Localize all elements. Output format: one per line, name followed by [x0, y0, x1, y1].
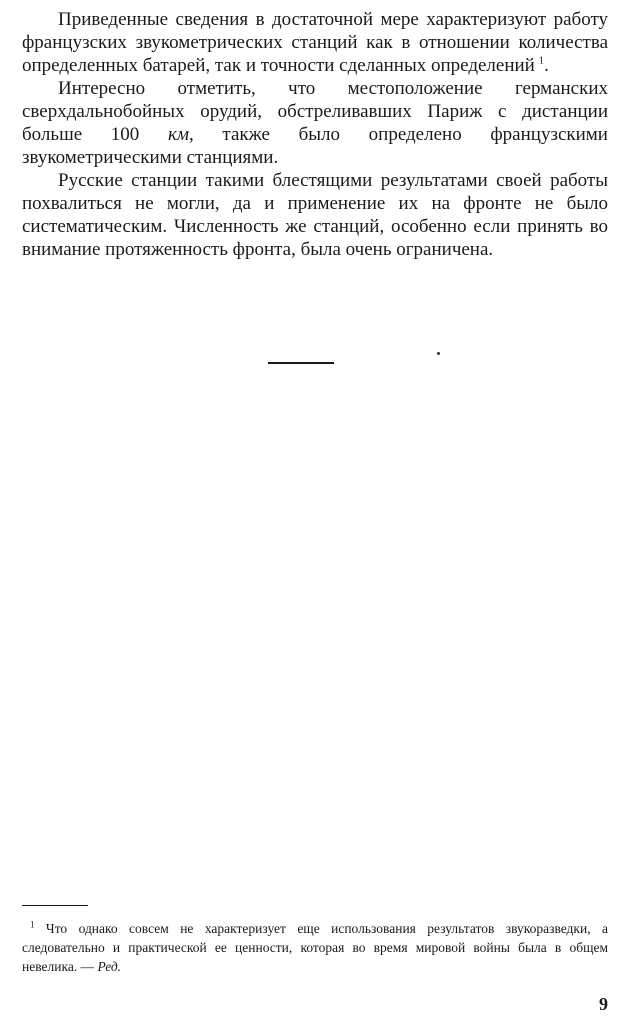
main-text	[22, 8, 608, 261]
section-end-rule	[268, 362, 334, 364]
paragraph-2-text-before: Интересно отметить, что местоположение германских сверхдальнобойных орудий, обстреливавших Париж с дистанции больше 100	[22, 78, 608, 145]
page-number: 9	[599, 994, 608, 1014]
paragraph-3	[22, 169, 608, 261]
paragraph-1	[22, 8, 608, 77]
paragraph-2	[22, 77, 608, 169]
footnote	[22, 919, 608, 976]
paragraph-2-text-after: , также было определено французскими звукометрическими станциями.	[22, 124, 608, 168]
footnote-marker: 1	[30, 919, 35, 930]
print-speck	[437, 352, 440, 355]
footnote-separator	[22, 905, 88, 906]
unit-km: км	[167, 124, 189, 145]
footnote-signature: Ред.	[97, 959, 122, 974]
paragraph-3-text: Русские станции такими блестящими результатами своей работы похвалиться не могли, да и применение их на фронте не было систематическим. Численность же станций, особенно если принять во внимание протяженность фронта, была очень ограничена.	[22, 170, 608, 260]
paragraph-1-end: .	[544, 55, 549, 76]
paragraph-1-text: Приведенные сведения в достаточной мере характеризуют работу французских звукометрических станций как в отношении количества определенных батарей, так и точности сделанных определений	[22, 9, 608, 76]
footnote-text: Что однако совсем не характеризует еще использования результатов звукоразведки, а следовательно и практической ее ценности, которая во время мировой войны была в общем невелика. —	[22, 921, 608, 974]
footnote-reference: 1	[538, 54, 545, 67]
